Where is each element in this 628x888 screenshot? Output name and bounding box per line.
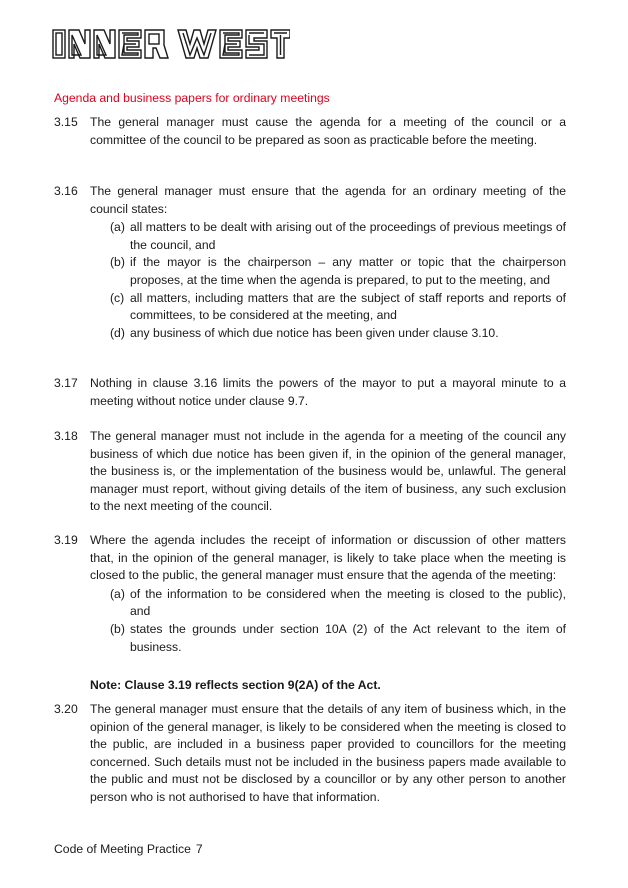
inner-west-logo [50, 24, 290, 64]
list-item [110, 219, 566, 254]
list-item [110, 586, 566, 621]
clause-text: Where the agenda includes the receipt of information or discussion of other matters that, in the opinion of the general manager, is likely to take place when the meeting is closed to the public, the general manager must ensure that the agenda of the meeting: [90, 533, 566, 583]
item-label: (c) [110, 290, 125, 305]
clause-number: 3.19 [54, 533, 78, 547]
clause-note: Note: Clause 3.19 reflects section 9(2A) of the Act. [90, 678, 381, 692]
item-label: (d) [110, 325, 125, 340]
list-item [110, 254, 566, 289]
clause-3-18 [54, 428, 566, 516]
clause-number: 3.15 [54, 115, 78, 129]
clause-text: The general manager must not include in the agenda for a meeting of the council any business of which due notice has been given if, in the opinion of the general manager, the business is, or the implementation of the business would be, unlawful. The general manager must report, without giving details of the item of business, any such exclusion to the next meeting of the council. [90, 429, 566, 514]
clause-3-20 [54, 701, 566, 807]
clause-text: The general manager must ensure that the details of any item of business which, in the opinion of the general manager, is likely to be considered when the meeting is closed to the public, are included in a business paper provided to councillors for the meeting concerned. Such details must not be included in the business papers made available to the public and must not be disclosed by a councillor or by any other person to another person who is not authorised to have that information. [90, 702, 566, 804]
clause-text: The general manager must cause the agenda for a meeting of the council or a committee of the council to be prepared as soon as practicable before the meeting. [90, 115, 566, 147]
item-text: all matters to be dealt with arising out of the proceedings of previous meetings of the council, and [130, 220, 566, 252]
item-text: any business of which due notice has been given under clause 3.10. [130, 325, 499, 340]
item-label: (a) [110, 586, 125, 601]
clause-3-17 [54, 375, 566, 410]
page-number: 7 [195, 842, 203, 856]
clause-number: 3.17 [54, 376, 78, 390]
item-label: (b) [110, 255, 125, 270]
page-footer [54, 842, 203, 856]
item-text: states the grounds under section 10A (2) of the Act relevant to the item of business. [130, 621, 566, 654]
item-label: (b) [110, 621, 125, 636]
clause-number: 3.20 [54, 702, 78, 716]
list-item [110, 621, 566, 656]
list-item [110, 290, 566, 325]
list-item [110, 325, 566, 343]
footer-title: Code of Meeting Practice [54, 842, 191, 856]
clause-3-16 [54, 183, 566, 342]
clause-number: 3.16 [54, 184, 78, 198]
item-label: (a) [110, 220, 125, 235]
clause-number: 3.18 [54, 429, 78, 443]
clause-text: Nothing in clause 3.16 limits the powers of the mayor to put a mayoral minute to a meeting without notice under clause 9.7. [90, 376, 566, 408]
clause-text: The general manager must ensure that the agenda for an ordinary meeting of the council states: [90, 184, 566, 216]
clause-3-15 [54, 114, 566, 149]
section-heading: Agenda and business papers for ordinary meetings [54, 91, 330, 105]
clause-3-19 [54, 532, 566, 656]
item-text: if the mayor is the chairperson – any matter or topic that the chairperson proposes, at the time when the agenda is prepared, to put to the meeting, and [130, 255, 566, 287]
item-text: of the information to be considered when the meeting is closed to the public), and [130, 586, 566, 619]
item-text: all matters, including matters that are the subject of staff reports and reports of committees, to be considered at the meeting, and [130, 290, 566, 323]
